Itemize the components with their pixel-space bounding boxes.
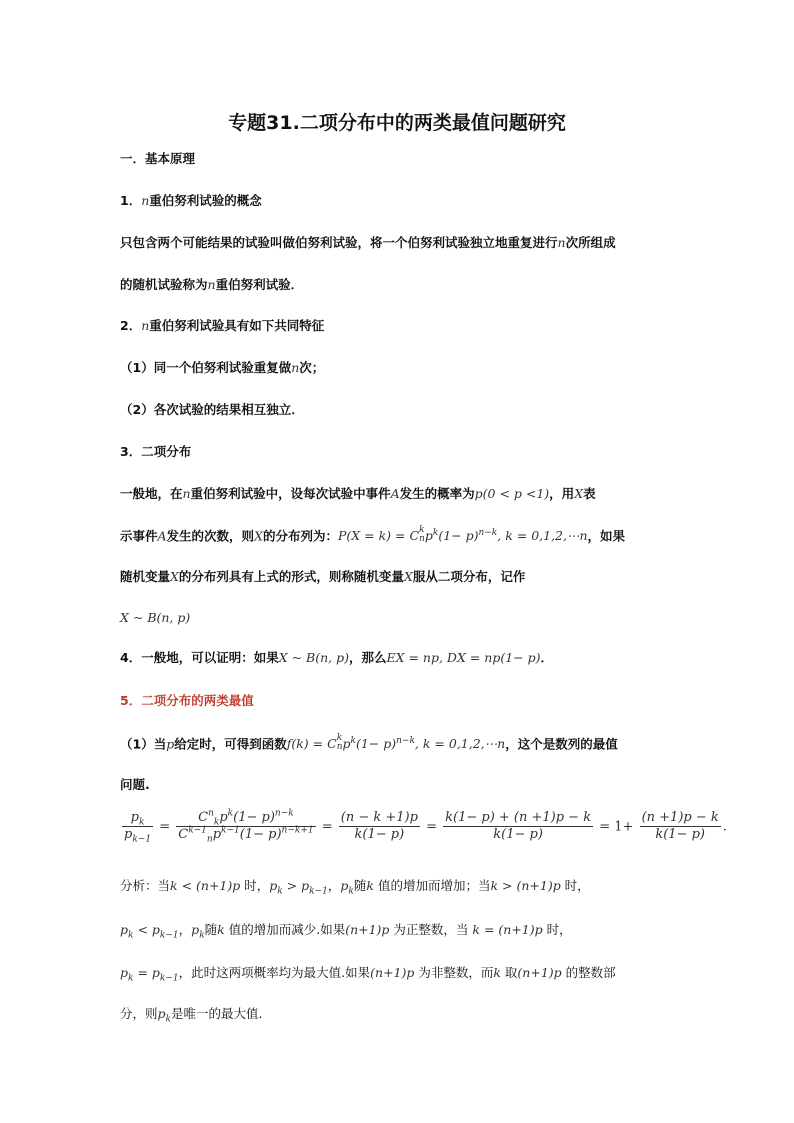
item3-line2: 示事件A发生的次数，则X的分布列为：P(X = k) = C k n $p^k(1- p)^{n-k}$, k = 0,1,2,⋯n，如果: [120, 525, 626, 545]
math-variable: $p_k$: [340, 878, 354, 897]
analysis-text: 时，: [560, 878, 590, 893]
analysis-text: 是唯一的最大值.: [171, 1006, 263, 1021]
math-variable: $p_{k-1}$: [151, 965, 179, 984]
analysis-text: 取: [500, 965, 518, 980]
item5-heading: 5．二项分布的两类最值: [120, 693, 254, 708]
item1-body-line2: 的随机试验称为n重伯努利试验．: [120, 277, 304, 292]
math-expression: k > (n+1)p: [490, 878, 561, 893]
math-variable: $p_{k-1}$: [151, 922, 179, 941]
analysis-line1: [120, 878, 590, 897]
analysis-text: 的整数部: [561, 965, 616, 980]
item3-heading: 3．二项分布: [120, 444, 192, 459]
analysis-text: 值的增加而减少.如果: [224, 922, 346, 937]
analysis-text: ，: [327, 878, 341, 893]
math-variable: $p_k$: [191, 922, 205, 941]
item2-sub2: （2）各次试验的结果相互独立．: [120, 402, 304, 417]
page-title: 专题31.二项分布中的两类最值问题研究: [228, 112, 566, 134]
math-expression: <: [133, 922, 152, 937]
binomial-notation: X ~ B(n, p): [120, 610, 191, 625]
analysis-text: 为非整数，而: [414, 965, 494, 980]
ratio-formula: $\frac{p_k}{p_{k-1}}$ = $\frac{C^n_kp^k(1- p)^{n-k}}{C^{k-1}_np^{k-1}(1- p)^{n-k+1}}$ = $\frac{(n - k +1)p}{k(1- p)}$ = $\frac{k(1- p) + (n +1)p - k}{k(1- p)}$ = 1+ $\frac{(n +1)p - k}{k(1- p)}$ .: [124, 808, 727, 845]
item4-line: 4．一般地，可以证明：如果X ~ B(n, p)，那么EX = np, DX = np(1− p)．: [120, 650, 553, 665]
math-variable: $p_k$: [120, 965, 134, 984]
analysis-text: 分，则: [120, 1006, 158, 1021]
math-expression: k: [366, 878, 374, 893]
analysis-line3: [120, 965, 616, 984]
item3-line3: 随机变量X的分布列具有上式的形式，则称随机变量X服从二项分布，记作: [120, 569, 526, 584]
item3-line1: 一般地，在n重伯努利试验中，设每次试验中事件A发生的概率为p(0 < p <1)，用X表: [120, 486, 596, 501]
distribution-formula: P(X = k) = C k n $p^k(1- p)^{n-k}$, k = 0,1,2,⋯n: [337, 525, 588, 545]
math-variable: $p_k$: [120, 922, 134, 941]
math-expression: k: [217, 922, 225, 937]
analysis-text: 值的增加而增加；当: [373, 878, 491, 893]
analysis-text: ，此时这两项概率均为最大值.如果: [178, 965, 371, 980]
analysis-text: 时，: [542, 922, 572, 937]
math-expression: k < (n+1)p: [170, 878, 241, 893]
item5-line1: （1）当p给定时，可得到函数f(k) = C k n $p^k(1- p)^{n-k}$, k = 0,1,2,⋯n，这个是数列的最值: [120, 733, 618, 753]
analysis-text: 为正整数，当: [389, 922, 473, 937]
analysis-text: 分析：当: [120, 878, 171, 893]
math-variable: $p_k$: [269, 878, 283, 897]
function-formula: f(k) = C k n $p^k(1- p)^{n-k}$, k = 0,1,2,⋯n: [286, 733, 506, 753]
math-expression: (n+1)p: [370, 965, 415, 980]
math-expression: (n+1)p: [517, 965, 562, 980]
math-variable: $p_k$: [157, 1006, 171, 1025]
section-heading: 一．基本原理: [120, 151, 196, 166]
item2-heading: 2．n重伯努利试验具有如下共同特征: [120, 318, 325, 333]
item2-sub1: （1）同一个伯努利试验重复做n次；: [120, 360, 325, 375]
analysis-line4: [120, 1006, 263, 1025]
math-expression: k = (n+1)p: [472, 922, 543, 937]
math-expression: =: [133, 965, 152, 980]
analysis-line2: [120, 922, 572, 941]
item1-heading: 1．n重伯努利试验的概念: [120, 193, 262, 208]
math-expression: (n+1)p: [345, 922, 390, 937]
analysis-text: 时，: [240, 878, 270, 893]
math-variable: $p_{k-1}$: [301, 878, 328, 897]
item5-line2: 问题.: [120, 777, 150, 792]
math-expression: k: [493, 965, 501, 980]
item1-body-line1: 只包含两个可能结果的试验叫做伯努利试验，将一个伯努利试验独立地重复进行n次所组成: [120, 235, 616, 250]
analysis-text: ，: [178, 922, 192, 937]
math-expression: >: [282, 878, 302, 893]
analysis-text: 随: [204, 922, 218, 937]
analysis-text: 随: [353, 878, 367, 893]
